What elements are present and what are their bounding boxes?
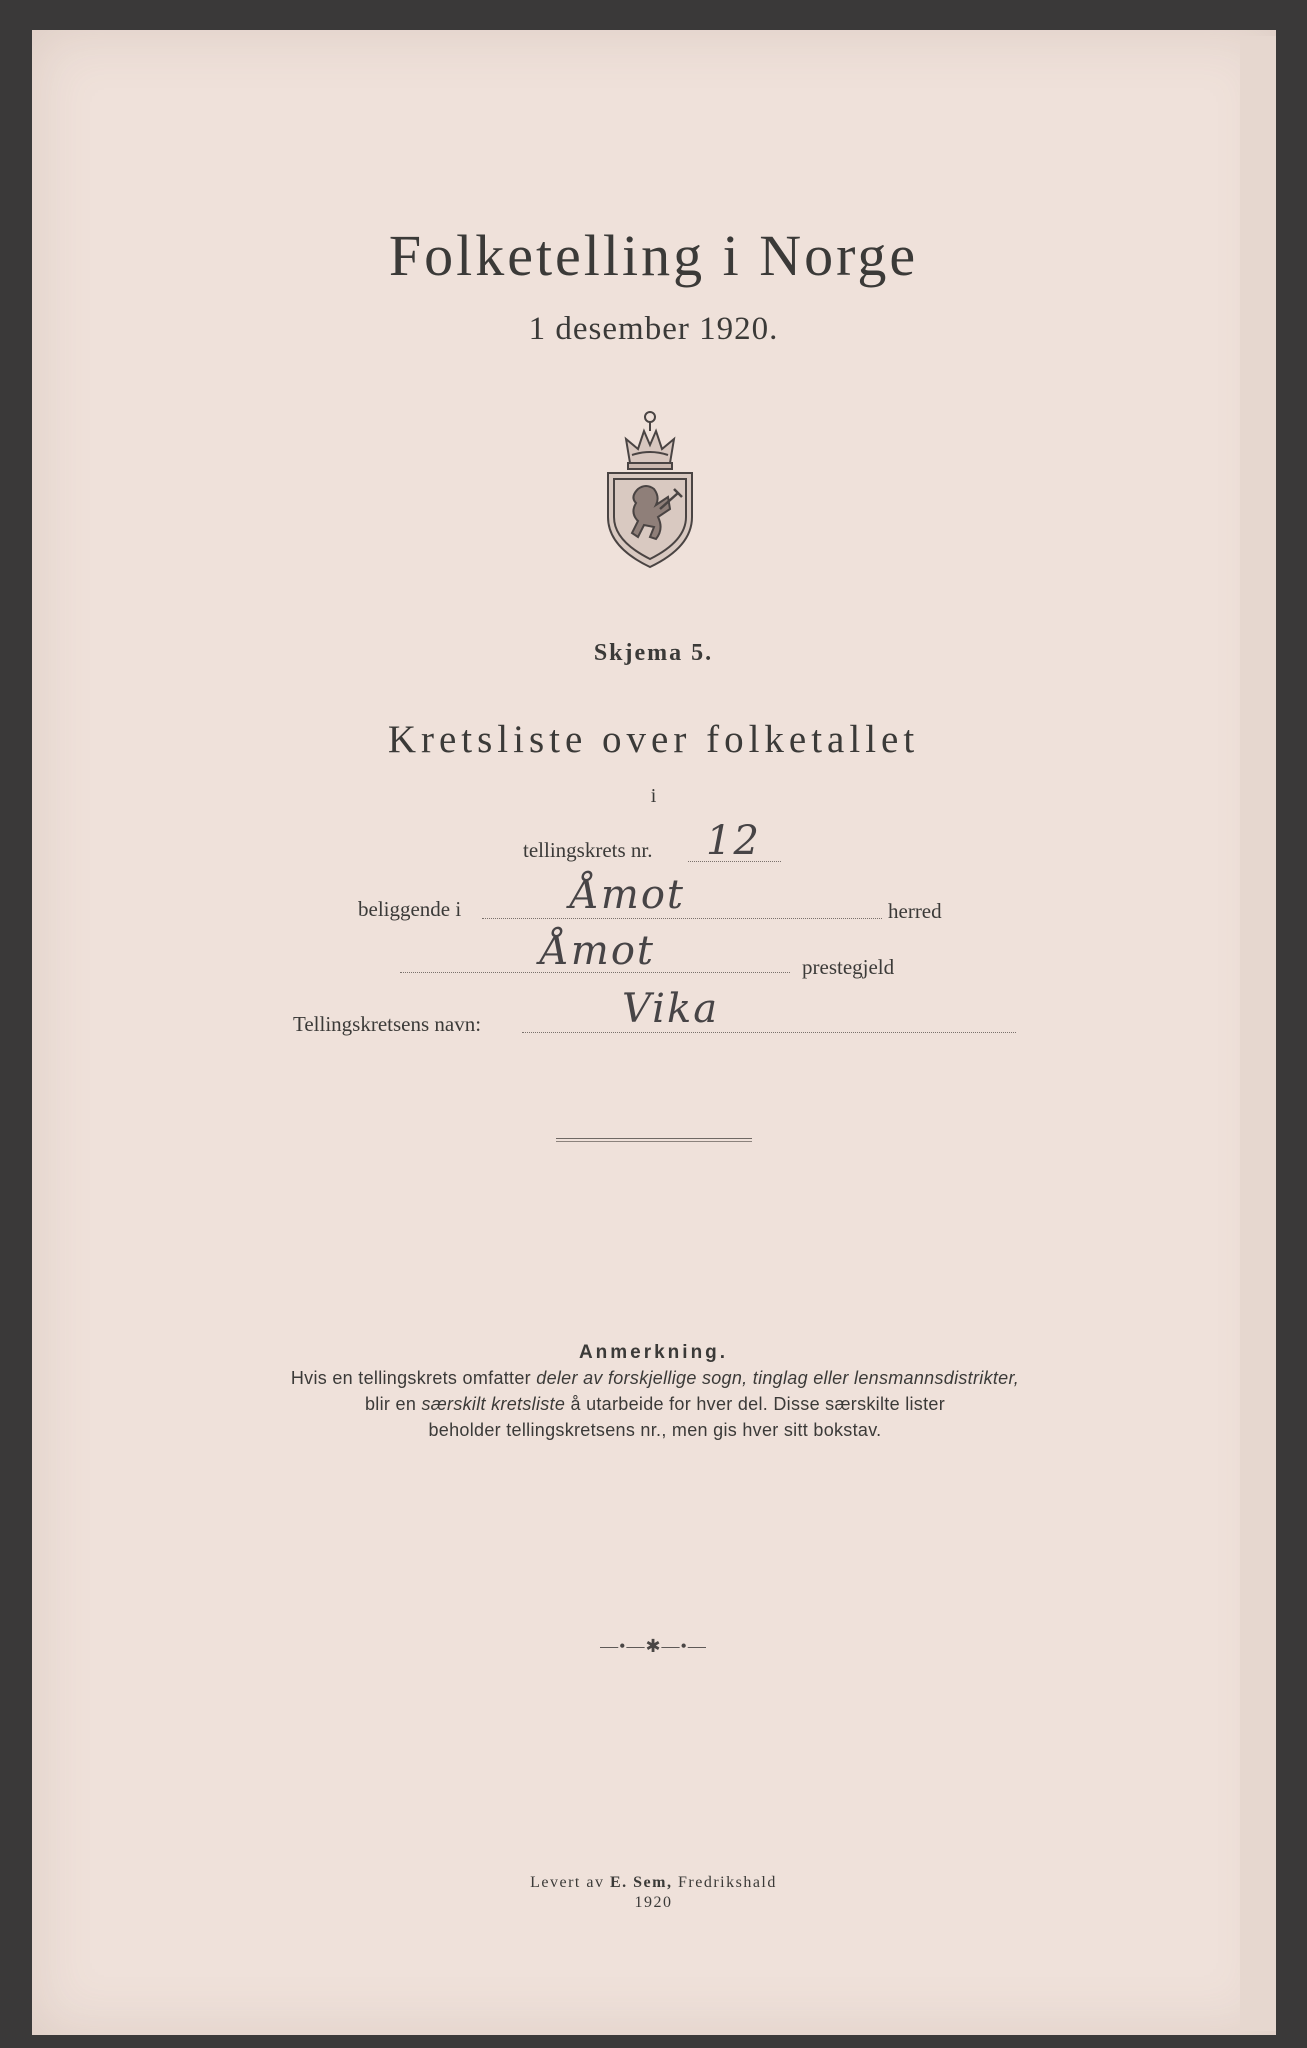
herred-line	[482, 918, 882, 919]
navn-label: Tellingskretsens navn:	[293, 1012, 482, 1036]
note-line-3: beholder tellingskretsens nr., men gis hver sitt bokstav.	[428, 1420, 882, 1440]
document-date: 1 desember 1920.	[528, 311, 779, 347]
document-title: Folketelling i Norge	[388, 223, 919, 288]
herred-label: herred	[888, 899, 942, 923]
printer-credit	[0, 1874, 1307, 1892]
note-line-2-text-a: blir en	[365, 1394, 422, 1414]
printer-prefix: Levert av	[530, 1874, 610, 1891]
printer-place: Fredrikshald	[672, 1874, 777, 1891]
beliggende-label: beliggende i	[358, 897, 462, 921]
navn-value: Vika	[622, 986, 720, 1032]
krets-label: tellingskrets nr.	[523, 838, 653, 862]
prestegjeld-label: prestegjeld	[802, 955, 895, 979]
form-heading: Kretsliste over folketallet	[387, 718, 920, 761]
note-heading: Anmerkning.	[578, 1342, 729, 1363]
norwegian-coat-of-arms-icon	[600, 405, 700, 570]
krets-value: 12	[706, 818, 761, 864]
connector-word: i	[650, 785, 657, 807]
ornament-divider: —•—✱—•—	[600, 1636, 707, 1656]
note-line-2-emphasis: særskilt kretsliste	[421, 1394, 566, 1414]
printer-name: E. Sem,	[609, 1874, 673, 1891]
divider-rule	[556, 1138, 752, 1142]
navn-line	[522, 1032, 1016, 1033]
schema-number: Skjema 5.	[593, 640, 714, 666]
note-line-1-text: Hvis en tellingskrets omfatter	[290, 1368, 537, 1388]
note-line-1	[220, 1365, 1090, 1391]
printer-year: 1920	[634, 1894, 673, 1911]
note-line-2-text-b: å utarbeide for hver del. Disse særskilte lister	[565, 1394, 945, 1414]
note-line-2	[220, 1391, 1090, 1417]
note-line-1-emphasis: deler av forskjellige sogn, tinglag eller lensmannsdistrikter,	[536, 1368, 1020, 1388]
prestegjeld-value: Åmot	[540, 928, 655, 974]
herred-value: Åmot	[570, 872, 685, 918]
